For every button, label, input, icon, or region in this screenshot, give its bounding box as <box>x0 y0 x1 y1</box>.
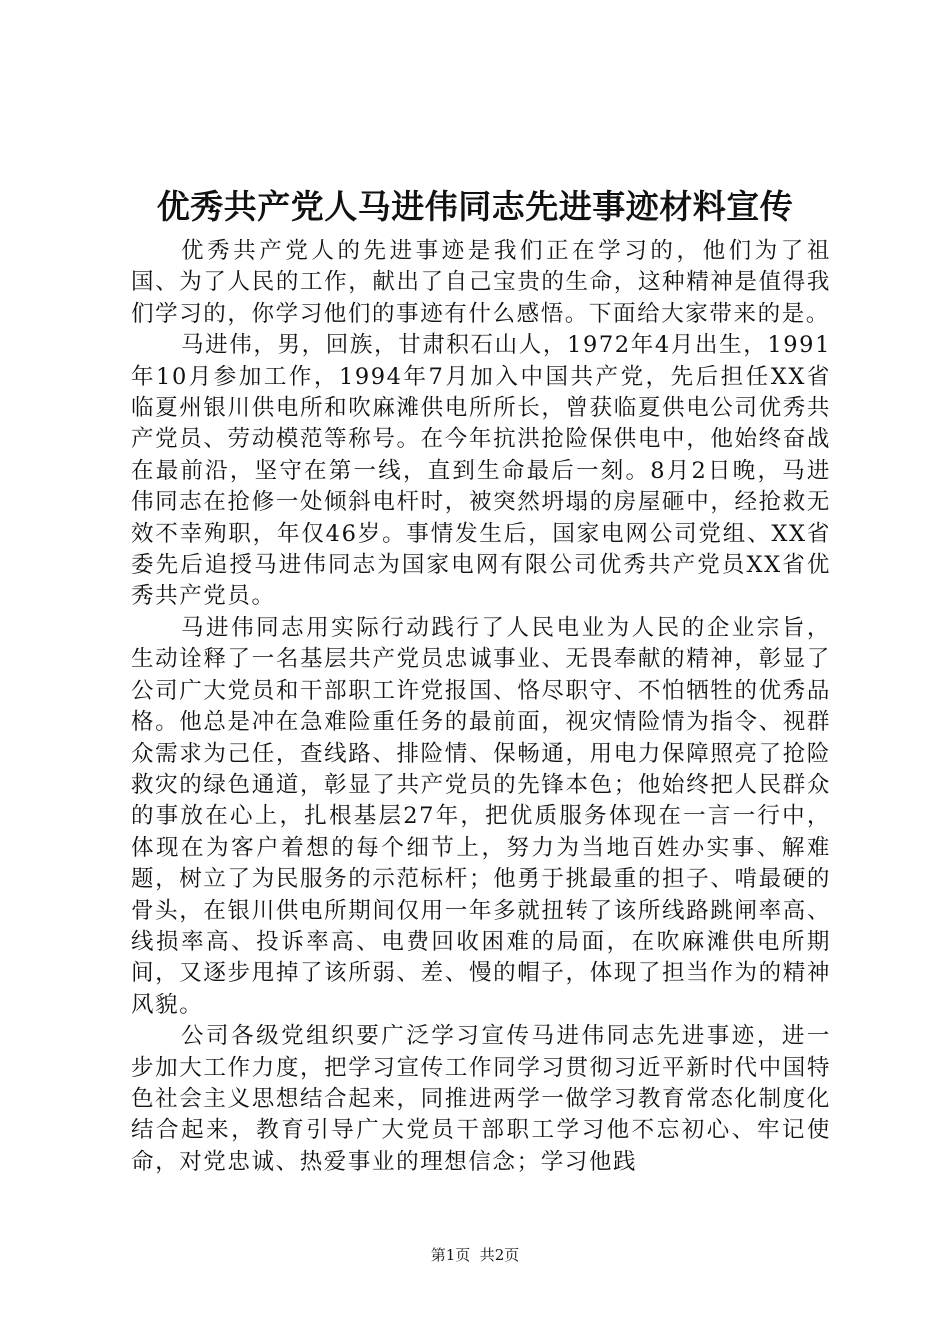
page-number-indicator: 第1页 共2页 <box>430 1246 520 1264</box>
page-footer <box>0 1244 950 1266</box>
document-body <box>131 236 831 1178</box>
paragraph-biography: 马进伟，男，回族，甘肃积石山人，1972年4月出生，1991年10月参加工作，1994年7月加入中国共产党，先后担任XX省临夏州银川供电所和吹麻滩供电所所长，曾获临夏供电公司优秀共产党员、劳动模范等称号。在今年抗洪抢险保供电中，他始终奋战在最前沿，坚守在第一线，直到生命最后一刻。8月2日晚，马进伟同志在抢修一处倾斜电杆时，被突然坍塌的房屋砸中，经抢救无效不幸殉职，年仅46岁。事情发生后，国家电网公司党组、XX省委先后追授马进伟同志为国家电网有限公司优秀共产党员XX省优秀共产党员。 <box>131 332 831 610</box>
paragraph-deeds: 马进伟同志用实际行动践行了人民电业为人民的企业宗旨，生动诠释了一名基层共产党员忠诚事业、无畏奉献的精神，彰显了公司广大党员和干部职工许党报国、恪尽职守、不怕牺牲的优秀品格。他总是冲在急难险重任务的最前面，视灾情险情为指令、视群众需求为己任，查线路、排险情、保畅通，用电力保障照亮了抢险救灾的绿色通道，彰显了共产党员的先锋本色；他始终把人民群众的事放在心上，扎根基层27年，把优质服务体现在一言一行中，体现在为客户着想的每个细节上，努力为当地百姓办实事、解难题，树立了为民服务的示范标杆；他勇于挑最重的担子、啃最硬的骨头，在银川供电所期间仅用一年多就扭转了该所线路跳闸率高、线损率高、投诉率高、电费回收困难的局面，在吹麻滩供电所期间，又逐步甩掉了该所弱、差、慢的帽子，体现了担当作为的精神风貌。 <box>131 614 831 1018</box>
paragraph-call-to-action: 公司各级党组织要广泛学习宣传马进伟同志先进事迹，进一步加大工作力度，把学习宣传工作同学习贯彻习近平新时代中国特色社会主义思想结合起来，同推进两学一做学习教育常态化制度化结合起来，教育引导广大党员干部职工学习他不忘初心、牢记使命，对党忠诚、热爱事业的理想信念；学习他践 <box>131 1023 831 1175</box>
paragraph-intro: 优秀共产党人的先进事迹是我们正在学习的，他们为了祖国、为了人民的工作，献出了自己宝贵的生命，这种精神是值得我们学习的，你学习他们的事迹有什么感悟。下面给大家带来的是。 <box>131 238 831 327</box>
document-title: 优秀共产党人马进伟同志先进事迹材料宣传 <box>156 187 794 226</box>
